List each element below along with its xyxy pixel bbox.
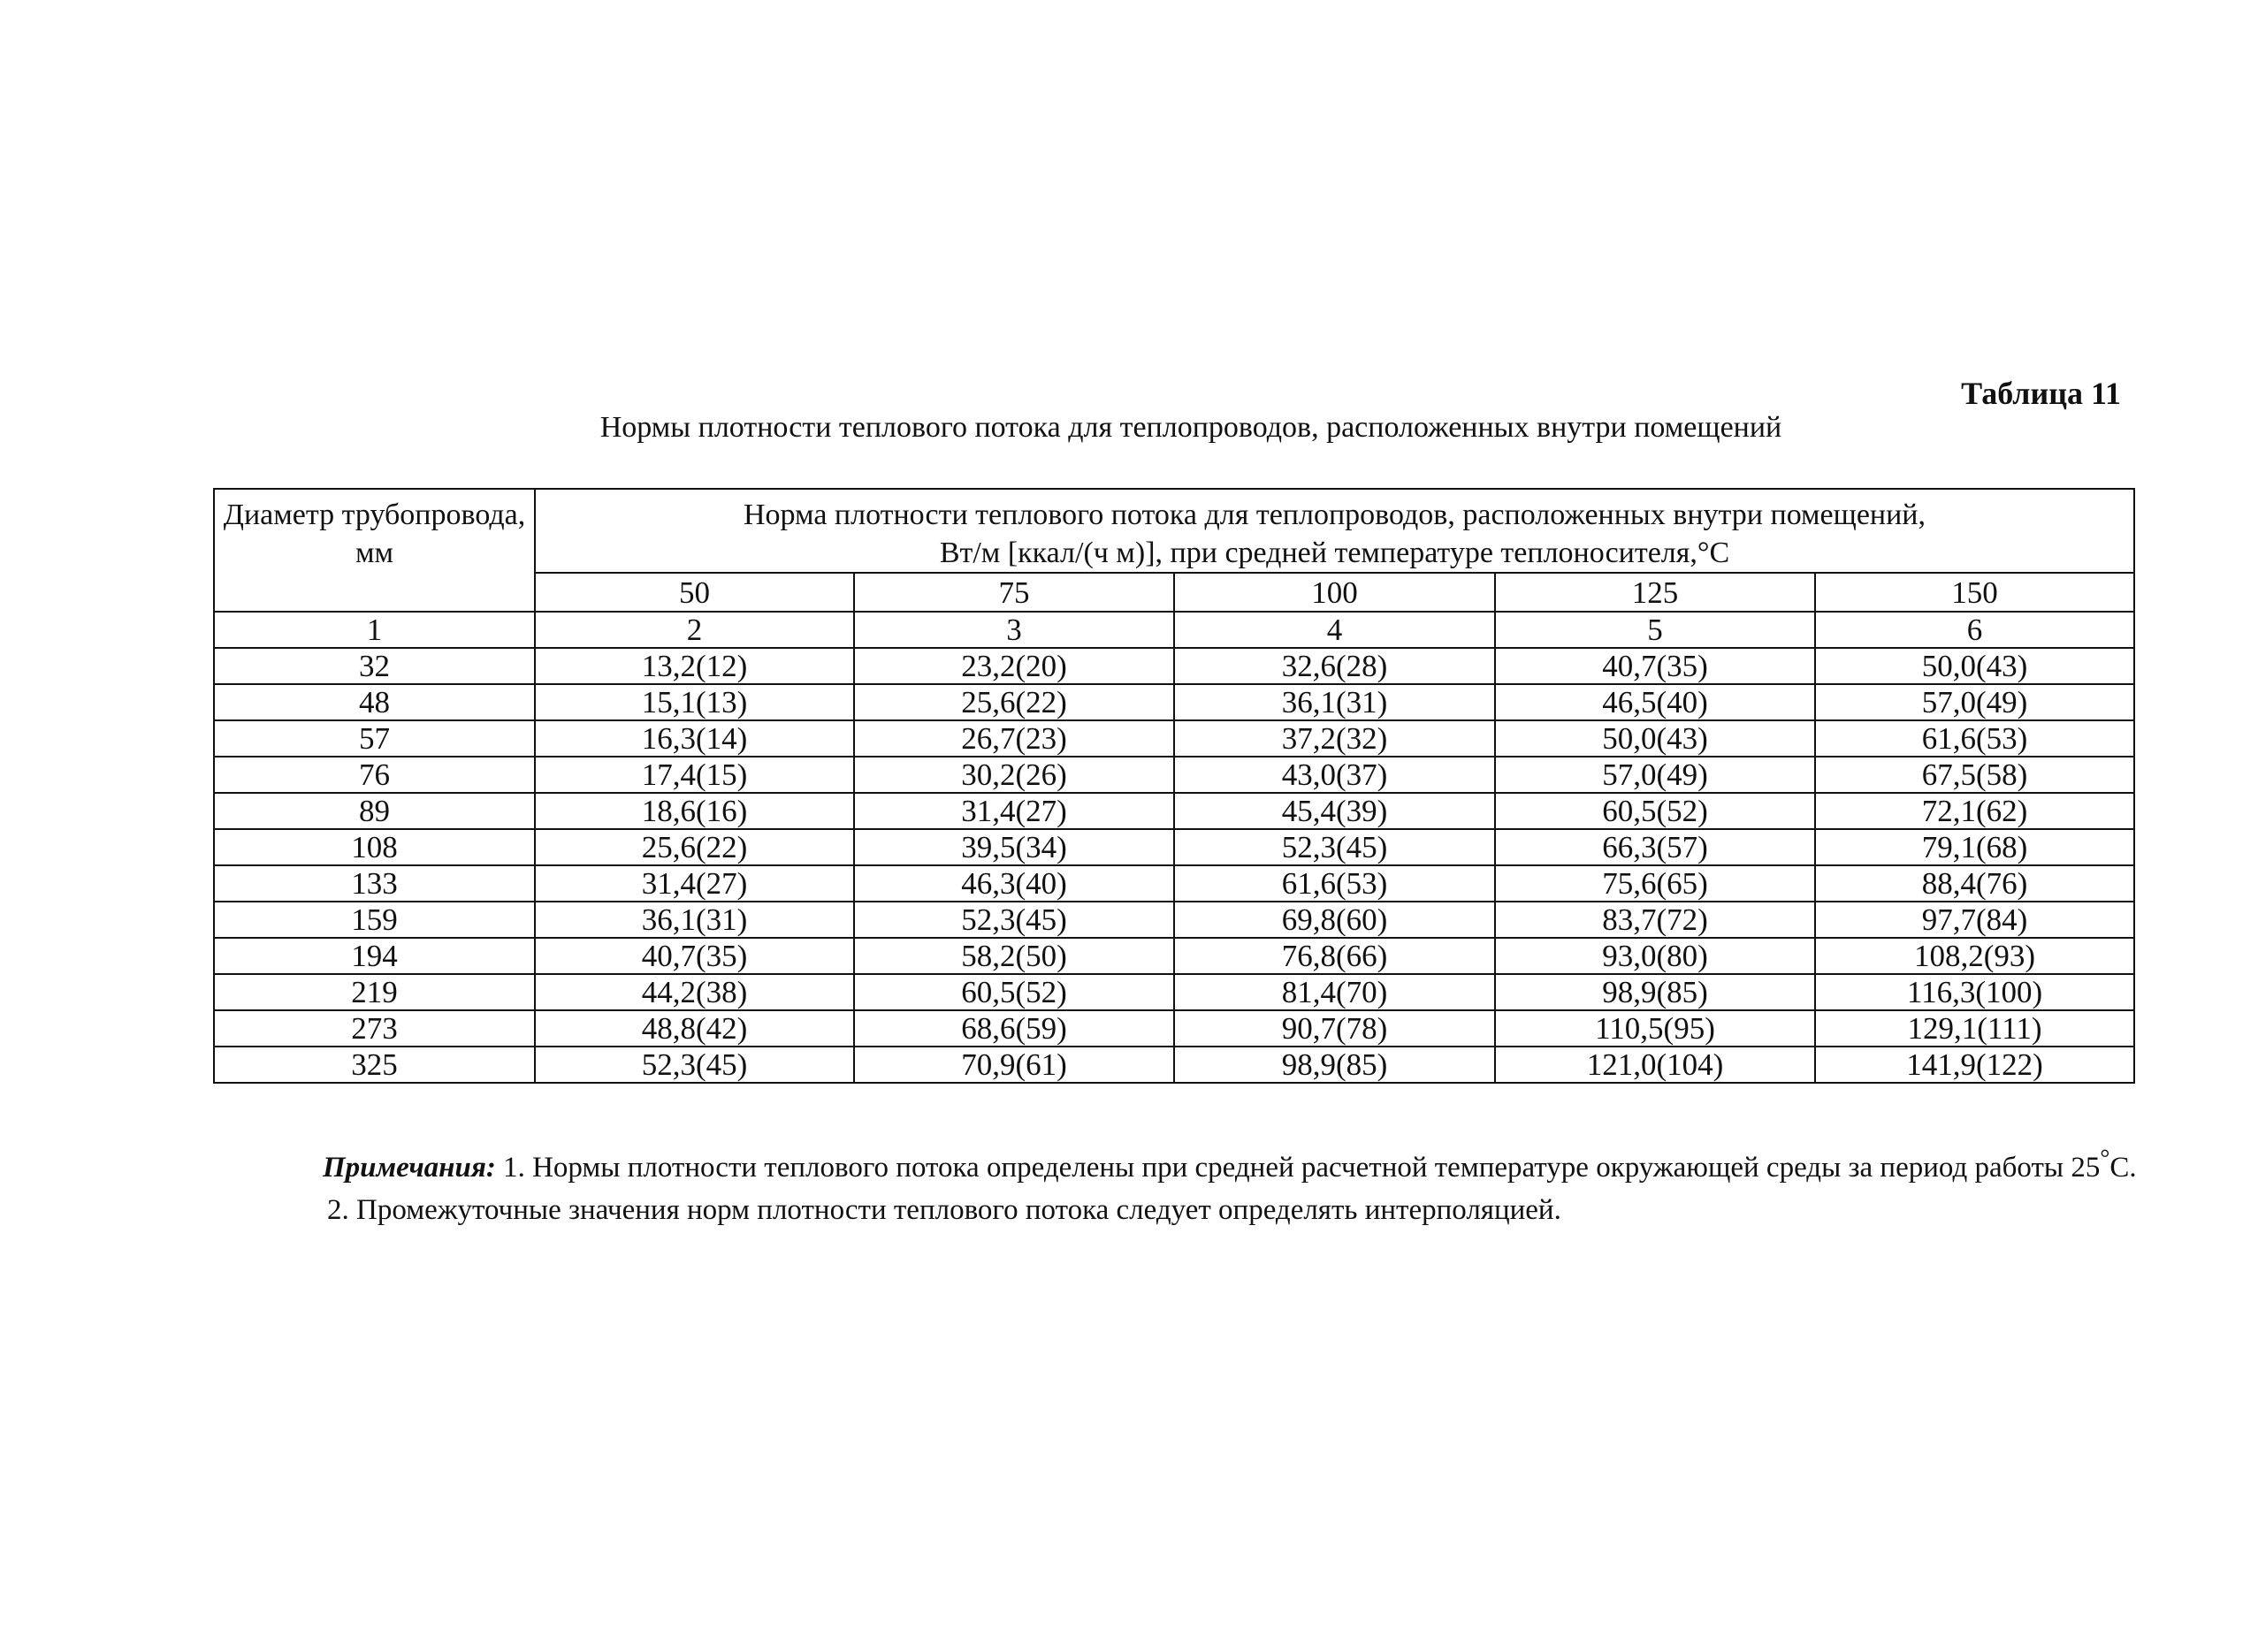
- heat-flux-cell: 66,3(57): [1495, 829, 1815, 865]
- temperature-cell: 125: [1495, 573, 1815, 612]
- diameter-cell: 108: [214, 829, 535, 865]
- heat-flux-cell: 67,5(58): [1815, 757, 2134, 793]
- heat-flux-cell: 30,2(26): [854, 757, 1174, 793]
- heat-flux-cell: 110,5(95): [1495, 1010, 1815, 1047]
- heat-flux-cell: 23,2(20): [854, 648, 1174, 684]
- table-row: [214, 974, 2134, 1010]
- heat-flux-cell: 50,0(43): [1495, 720, 1815, 757]
- note-2: 2. Промежуточные значения норм плотности теплового потока следует определять интерполяцией.: [327, 1193, 1561, 1226]
- heat-flux-cell: 72,1(62): [1815, 793, 2134, 829]
- heat-flux-cell: 46,5(40): [1495, 684, 1815, 720]
- notes-label: Примечания:: [323, 1152, 496, 1184]
- heat-flux-cell: 58,2(50): [854, 938, 1174, 974]
- note-1-text: 1. Нормы плотности теплового потока определены при средней расчетной температуре окружающей среды за период работы 25: [495, 1152, 2101, 1184]
- table-header-row: [214, 489, 2134, 573]
- heat-flux-cell: 37,2(32): [1174, 720, 1495, 757]
- heat-flux-cell: 52,3(45): [854, 902, 1174, 938]
- heat-flux-cell: 25,6(22): [535, 829, 854, 865]
- heat-flux-cell: 57,0(49): [1815, 684, 2134, 720]
- temperature-cell: 100: [1174, 573, 1495, 612]
- column-number-row: [214, 612, 2134, 648]
- heat-flux-cell: 16,3(14): [535, 720, 854, 757]
- heat-flux-cell: 108,2(93): [1815, 938, 2134, 974]
- heat-flux-cell: 60,5(52): [854, 974, 1174, 1010]
- heat-flux-cell: 32,6(28): [1174, 648, 1495, 684]
- heat-flux-cell: 18,6(16): [535, 793, 854, 829]
- column-number-cell: 6: [1815, 612, 2134, 648]
- heat-flux-cell: 43,0(37): [1174, 757, 1495, 793]
- heat-flux-cell: 48,8(42): [535, 1010, 854, 1047]
- table-row: [214, 793, 2134, 829]
- table-row: [214, 720, 2134, 757]
- heat-flux-cell: 61,6(53): [1815, 720, 2134, 757]
- heat-flux-cell: 83,7(72): [1495, 902, 1815, 938]
- page-title-text: Нормы плотности теплового потока для теплопроводов, расположенных внутри помещений: [599, 411, 1782, 444]
- column-number-cell: 4: [1174, 612, 1495, 648]
- column-number-cell: 3: [854, 612, 1174, 648]
- table-row: [214, 902, 2134, 938]
- degree-sign: °: [2100, 1144, 2110, 1171]
- heat-flux-cell: 25,6(22): [854, 684, 1174, 720]
- heat-flux-cell: 13,2(12): [535, 648, 854, 684]
- table-row: [214, 829, 2134, 865]
- diameter-cell: 133: [214, 865, 535, 902]
- temperature-cell: 150: [1815, 573, 2134, 612]
- table-row: [214, 865, 2134, 902]
- column-number-cell: 2: [535, 612, 854, 648]
- table-number-label: Таблица 11: [1961, 376, 2121, 411]
- heat-flux-cell: 40,7(35): [1495, 648, 1815, 684]
- heat-flux-cell: 121,0(104): [1495, 1047, 1815, 1083]
- table-row: [214, 648, 2134, 684]
- heat-flux-cell: 31,4(27): [535, 865, 854, 902]
- diameter-cell: 194: [214, 938, 535, 974]
- heat-flux-cell: 61,6(53): [1174, 865, 1495, 902]
- diameter-cell: 325: [214, 1047, 535, 1083]
- heat-flux-norms-table: [213, 488, 2135, 1084]
- heat-flux-cell: 46,3(40): [854, 865, 1174, 902]
- heat-flux-cell: 141,9(122): [1815, 1047, 2134, 1083]
- heat-flux-cell: 79,1(68): [1815, 829, 2134, 865]
- heat-flux-cell: 69,8(60): [1174, 902, 1495, 938]
- heat-flux-cell: 45,4(39): [1174, 793, 1495, 829]
- notes-section: [228, 1140, 2173, 1232]
- column-number-cell: 1: [214, 612, 535, 648]
- diameter-cell: 89: [214, 793, 535, 829]
- heat-flux-cell: 75,6(65): [1495, 865, 1815, 902]
- diameter-cell: 48: [214, 684, 535, 720]
- diameter-cell: 273: [214, 1010, 535, 1047]
- norm-column-header: [535, 489, 2134, 573]
- temperature-cell: 75: [854, 573, 1174, 612]
- table-row: [214, 1010, 2134, 1047]
- heat-flux-cell: 40,7(35): [535, 938, 854, 974]
- heat-flux-cell: 97,7(84): [1815, 902, 2134, 938]
- diameter-cell: 32: [214, 648, 535, 684]
- heat-flux-cell: 88,4(76): [1815, 865, 2134, 902]
- heat-flux-cell: 39,5(34): [854, 829, 1174, 865]
- table-row: [214, 684, 2134, 720]
- heat-flux-cell: 93,0(80): [1495, 938, 1815, 974]
- page-title: [0, 411, 2258, 445]
- note-1: [228, 1140, 2173, 1190]
- diameter-cell: 219: [214, 974, 535, 1010]
- diameter-column-header: Диаметр трубопровода, мм: [214, 489, 535, 612]
- heat-flux-cell: 68,6(59): [854, 1010, 1174, 1047]
- heat-flux-cell: 31,4(27): [854, 793, 1174, 829]
- heat-flux-cell: 90,7(78): [1174, 1010, 1495, 1047]
- heat-flux-cell: 98,9(85): [1495, 974, 1815, 1010]
- note-1-unit: С.: [2109, 1152, 2137, 1184]
- diameter-cell: 76: [214, 757, 535, 793]
- heat-flux-cell: 44,2(38): [535, 974, 854, 1010]
- heat-flux-cell: 81,4(70): [1174, 974, 1495, 1010]
- heat-flux-cell: 17,4(15): [535, 757, 854, 793]
- heat-flux-cell: 116,3(100): [1815, 974, 2134, 1010]
- heat-flux-cell: 52,3(45): [535, 1047, 854, 1083]
- norm-header-line-1: Норма плотности теплового потока для теплопроводов, расположенных внутри помещений,: [744, 499, 1926, 531]
- diameter-cell: 159: [214, 902, 535, 938]
- column-number-cell: 5: [1495, 612, 1815, 648]
- heat-flux-cell: 36,1(31): [1174, 684, 1495, 720]
- heat-flux-cell: 60,5(52): [1495, 793, 1815, 829]
- heat-flux-cell: 50,0(43): [1815, 648, 2134, 684]
- table-row: [214, 938, 2134, 974]
- heat-flux-cell: 57,0(49): [1495, 757, 1815, 793]
- diameter-cell: 57: [214, 720, 535, 757]
- heat-flux-cell: 52,3(45): [1174, 829, 1495, 865]
- table-row: [214, 757, 2134, 793]
- heat-flux-cell: 70,9(61): [854, 1047, 1174, 1083]
- heat-flux-cell: 76,8(66): [1174, 938, 1495, 974]
- heat-flux-cell: 15,1(13): [535, 684, 854, 720]
- temperature-cell: 50: [535, 573, 854, 612]
- heat-flux-cell: 98,9(85): [1174, 1047, 1495, 1083]
- table-row: [214, 1047, 2134, 1083]
- norm-header-line-2: Вт/м [ккал/(ч м)], при средней температуре теплоносителя,°С: [939, 536, 1730, 569]
- heat-flux-cell: 26,7(23): [854, 720, 1174, 757]
- heat-flux-cell: 36,1(31): [535, 902, 854, 938]
- heat-flux-cell: 129,1(111): [1815, 1010, 2134, 1047]
